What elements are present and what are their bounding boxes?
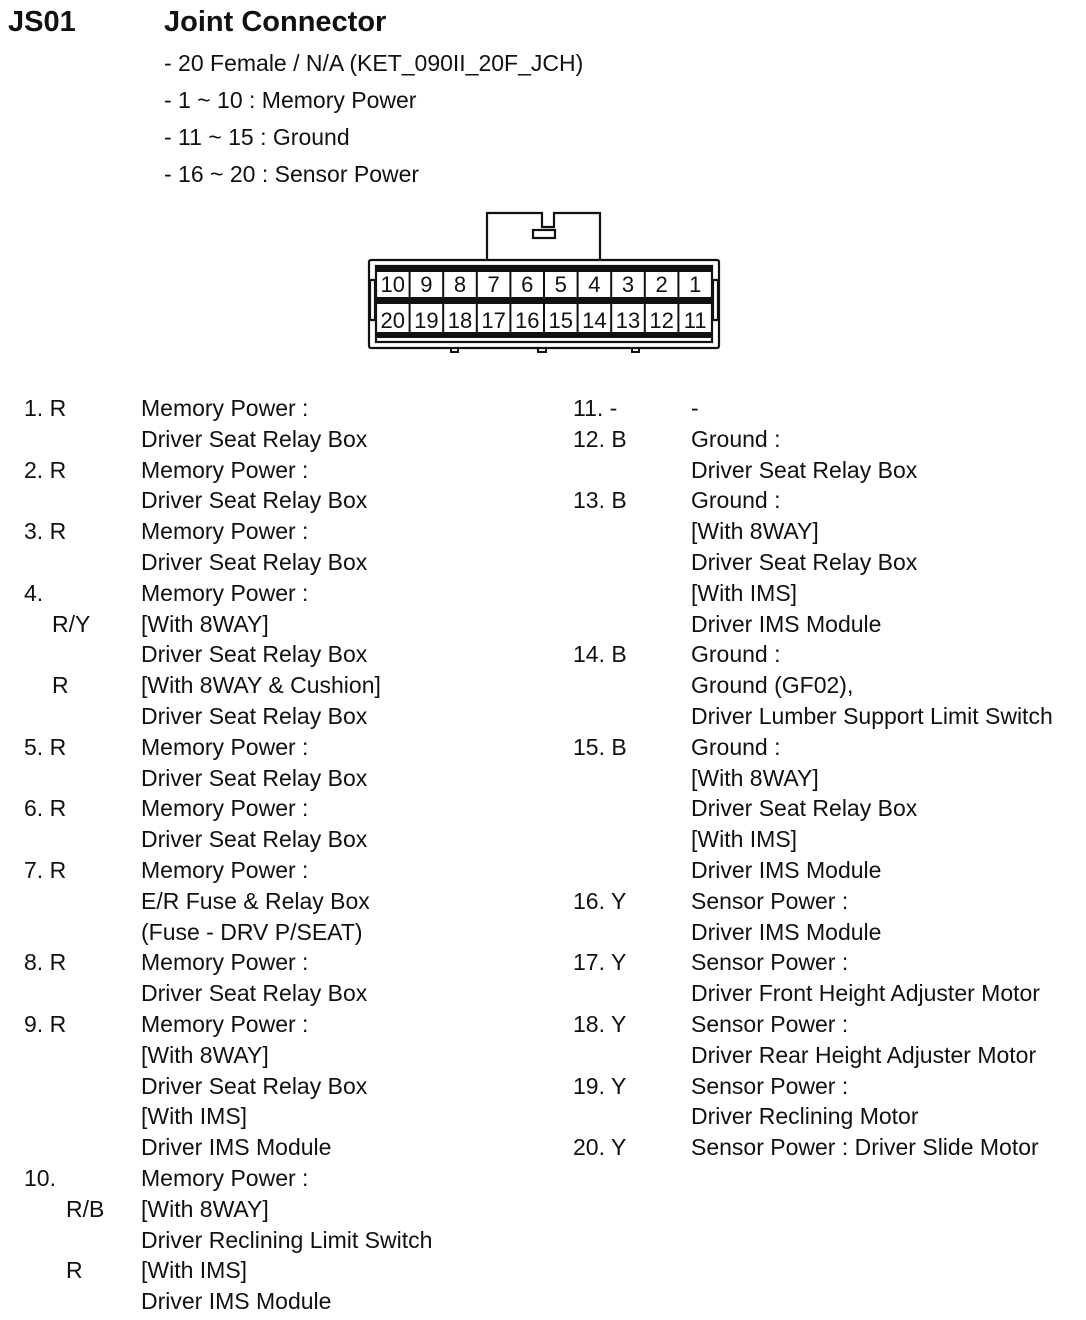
pin-row <box>573 1071 1083 1102</box>
connector-pin-label: 2 <box>655 272 668 297</box>
pin-description: [With 8WAY] <box>691 518 819 545</box>
pin-description: Driver Seat Relay Box <box>691 456 918 483</box>
connector-pin-label: 16 <box>514 308 540 333</box>
pin-description: [With IMS] <box>691 826 798 853</box>
connector-pin-label: 8 <box>453 272 467 297</box>
pin-row <box>24 578 544 609</box>
pin-row <box>24 1255 544 1286</box>
connector-pin-label: 3 <box>621 272 635 297</box>
pin-row <box>573 455 1083 486</box>
pin-row <box>24 793 544 824</box>
connector-diagram <box>366 208 722 356</box>
pin-description: Ground : <box>691 425 781 452</box>
pin-number-color: 3. R <box>24 518 67 545</box>
pin-row <box>573 1101 1083 1132</box>
spec-line-memory-power: - 1 ~ 10 : Memory Power <box>164 87 417 113</box>
pin-number-color: 11. - <box>573 395 618 421</box>
pin-description: (Fuse - DRV P/SEAT) <box>141 918 363 945</box>
left-pin-list <box>24 393 544 1317</box>
pin-number-color: 8. R <box>24 949 67 976</box>
pin-row <box>573 793 1083 824</box>
pin-row <box>24 609 544 640</box>
connector-title: Joint Connector <box>164 6 387 38</box>
pin-number-color: 15. B <box>573 733 627 760</box>
pin-number-color: 1. R <box>24 395 67 421</box>
pin-number-color: 19. Y <box>573 1072 627 1099</box>
pin-row <box>24 455 544 486</box>
pin-description: Memory Power : <box>141 579 309 606</box>
pin-description: Memory Power : <box>141 856 309 883</box>
pin-row <box>24 978 544 1009</box>
pin-row <box>24 1009 544 1040</box>
pin-description: Driver IMS Module <box>691 610 882 637</box>
pin-description: [With IMS] <box>141 1103 248 1130</box>
pin-description: [With 8WAY] <box>141 1041 269 1068</box>
pin-row <box>24 917 544 948</box>
pin-row <box>573 547 1083 578</box>
pin-row <box>24 1194 544 1225</box>
connector-pin-label: 18 <box>447 308 473 333</box>
connector-pin-label: 6 <box>521 272 534 297</box>
pin-row <box>24 1132 544 1163</box>
pin-description: Ground : <box>691 733 781 760</box>
pin-row <box>573 485 1083 516</box>
pin-row <box>573 1040 1083 1071</box>
pin-row <box>24 1163 544 1194</box>
connector-pin-label: 14 <box>582 308 607 333</box>
pin-description: Driver IMS Module <box>141 1288 332 1315</box>
pin-row <box>24 670 544 701</box>
pin-number-color: 2. R <box>24 456 67 483</box>
connector-pin-label: 9 <box>420 272 433 297</box>
pin-description: [With 8WAY & Cushion] <box>141 672 381 699</box>
connector-pin-label: 4 <box>588 272 601 297</box>
pin-description: Driver Rear Height Adjuster Motor <box>691 1041 1037 1068</box>
pin-number-color: R/B <box>66 1195 105 1222</box>
pin-description: Driver Seat Relay Box <box>141 1072 368 1099</box>
connector-mid-bar <box>376 297 712 304</box>
pin-description: Sensor Power : <box>691 1072 849 1099</box>
connector-code: JS01 <box>8 6 76 38</box>
connector-pin-label: 12 <box>649 308 674 333</box>
pin-number-color: 9. R <box>24 1010 67 1037</box>
pin-description: Driver Seat Relay Box <box>141 425 368 452</box>
pin-description: Memory Power : <box>141 795 309 822</box>
pin-number-color: 12. B <box>573 425 627 452</box>
connector-pin-label: 13 <box>615 308 641 333</box>
pin-number-color: 10. <box>24 1164 56 1191</box>
pin-description: [With 8WAY] <box>141 610 269 637</box>
pin-row <box>573 578 1083 609</box>
pin-description: Memory Power : <box>141 518 309 545</box>
pin-description: Memory Power : <box>141 1164 309 1191</box>
pin-description: Memory Power : <box>141 949 309 976</box>
pin-description: Driver Seat Relay Box <box>141 702 368 729</box>
pin-description: Memory Power : <box>141 395 309 421</box>
pin-description: [With 8WAY] <box>141 1195 269 1222</box>
pin-row <box>573 1009 1083 1040</box>
pin-number-color: R <box>66 1257 83 1284</box>
pin-row <box>24 1101 544 1132</box>
pin-number-color: 20. Y <box>573 1134 627 1161</box>
pin-description: Driver IMS Module <box>691 918 882 945</box>
pin-description: [With IMS] <box>691 579 798 606</box>
pin-description: Driver Seat Relay Box <box>141 764 368 791</box>
pin-row <box>24 1071 544 1102</box>
pin-description: Sensor Power : <box>691 949 849 976</box>
pin-description: Driver Seat Relay Box <box>141 548 368 575</box>
pin-row <box>573 978 1083 1009</box>
pin-row <box>24 516 544 547</box>
pin-description: Driver Front Height Adjuster Motor <box>691 980 1040 1007</box>
pin-row <box>24 763 544 794</box>
pin-description: Sensor Power : <box>691 1010 849 1037</box>
pin-number-color: 16. Y <box>573 887 627 914</box>
pin-row <box>24 855 544 886</box>
pin-row <box>24 1286 544 1317</box>
pin-description: Ground : <box>691 487 781 514</box>
connector-pin-label: 19 <box>414 308 439 333</box>
pin-row <box>573 855 1083 886</box>
pin-row <box>573 763 1083 794</box>
pin-description: E/R Fuse & Relay Box <box>141 887 370 914</box>
pin-description: Memory Power : <box>141 733 309 760</box>
pin-description: Driver Reclining Limit Switch <box>141 1226 433 1253</box>
pin-row <box>24 639 544 670</box>
pin-number-color: 17. Y <box>573 949 627 976</box>
pin-row <box>24 424 544 455</box>
pin-number-color: 18. Y <box>573 1010 627 1037</box>
pin-number-color: 14. B <box>573 641 627 668</box>
spec-line-part-number: - 20 Female / N/A (KET_090II_20F_JCH) <box>164 50 584 76</box>
pin-row <box>573 917 1083 948</box>
pin-row <box>573 424 1083 455</box>
spec-line-ground: - 11 ~ 15 : Ground <box>164 124 350 150</box>
pin-description: Driver Seat Relay Box <box>141 980 368 1007</box>
connector-pin-label: 20 <box>380 308 406 333</box>
pin-row <box>573 609 1083 640</box>
pin-row <box>24 824 544 855</box>
pin-row <box>573 670 1083 701</box>
pin-row <box>573 947 1083 978</box>
pin-row <box>573 824 1083 855</box>
pin-number-color: 4. <box>24 579 44 606</box>
pin-description: Memory Power : <box>141 456 309 483</box>
pin-row <box>24 1040 544 1071</box>
connector-pin-label: 17 <box>481 308 506 333</box>
connector-pin-label: 5 <box>554 272 567 297</box>
pin-row <box>24 485 544 516</box>
pin-description: Driver IMS Module <box>141 1134 332 1161</box>
pin-row <box>24 1225 544 1256</box>
connector-pin-label: 1 <box>689 272 702 297</box>
pin-number-color: 7. R <box>24 856 67 883</box>
pin-number-color: R/Y <box>52 610 91 637</box>
spec-line-sensor-power: - 16 ~ 20 : Sensor Power <box>164 161 420 187</box>
connector-pin-label: 15 <box>548 308 574 333</box>
pin-row <box>24 886 544 917</box>
pin-row <box>24 547 544 578</box>
pin-description: Driver Seat Relay Box <box>691 795 918 822</box>
pin-row <box>573 639 1083 670</box>
pin-description: Driver Seat Relay Box <box>141 487 368 514</box>
connector-pin-label: 7 <box>487 272 500 297</box>
pin-description: Sensor Power : <box>691 887 849 914</box>
pin-number-color: 5. R <box>24 733 67 760</box>
connector-pin-label: 10 <box>380 272 406 297</box>
pin-description: Ground (GF02), <box>691 672 854 699</box>
pin-number-color: 13. B <box>573 487 627 514</box>
pin-row <box>24 701 544 732</box>
pin-row <box>573 701 1083 732</box>
pin-description: - <box>691 395 699 421</box>
pin-number-color: 6. R <box>24 795 67 822</box>
right-pin-list <box>573 393 1083 1163</box>
pin-description: Driver Seat Relay Box <box>141 641 368 668</box>
pin-row <box>573 886 1083 917</box>
pin-description: Driver Seat Relay Box <box>691 548 918 575</box>
pin-row <box>573 1132 1083 1163</box>
connector-pin-label: 11 <box>683 308 707 333</box>
pin-description: Driver Seat Relay Box <box>141 826 368 853</box>
pin-row <box>573 393 1083 424</box>
pin-description: Driver IMS Module <box>691 856 882 883</box>
pin-description: Sensor Power : Driver Slide Motor <box>691 1134 1039 1161</box>
pin-row <box>573 516 1083 547</box>
pin-description: Driver Lumber Support Limit Switch <box>691 702 1053 729</box>
pin-description: [With IMS] <box>141 1257 248 1284</box>
pin-description: [With 8WAY] <box>691 764 819 791</box>
pin-row <box>573 732 1083 763</box>
connector-latch <box>487 213 600 260</box>
pin-description: Driver Reclining Motor <box>691 1103 919 1130</box>
connector-latch-notch <box>533 230 555 238</box>
pin-row <box>24 732 544 763</box>
pin-row <box>24 393 544 424</box>
pin-row <box>24 947 544 978</box>
pin-description: Ground : <box>691 641 781 668</box>
pin-description: Memory Power : <box>141 1010 309 1037</box>
pin-number-color: R <box>52 672 69 699</box>
